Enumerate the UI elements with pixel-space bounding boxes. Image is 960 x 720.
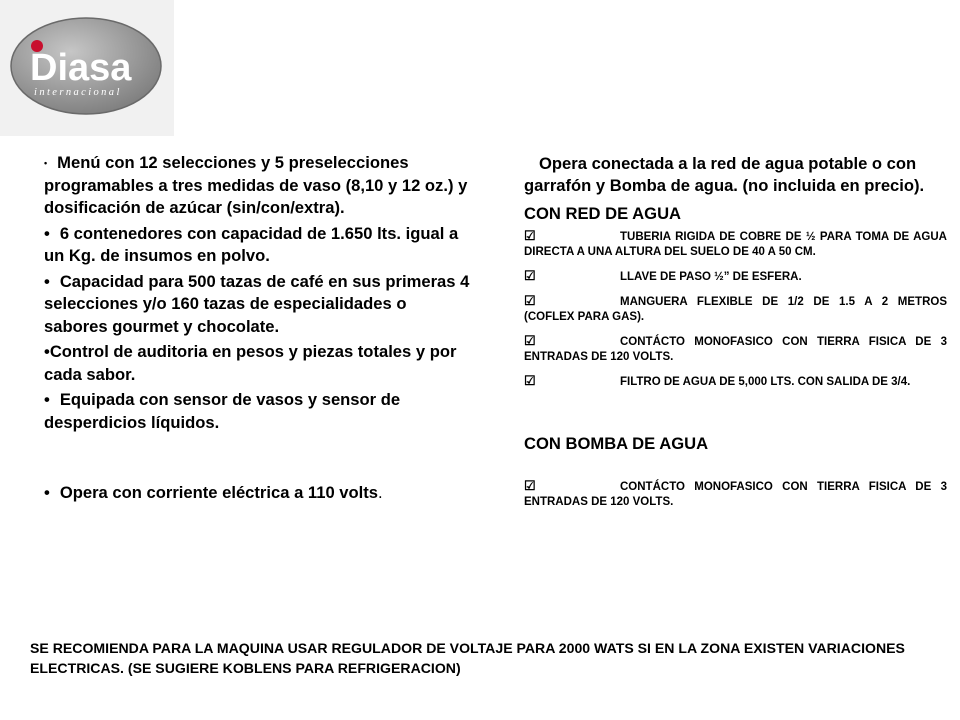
checkbox-icon: ☑	[524, 373, 536, 388]
feature-audit: •Control de auditoria en pesos y piezas totales y por cada sabor.	[44, 342, 457, 384]
requirement-item: ☑ CONTÁCTO MONOFASICO CON TIERRA FISICA DE 3 ENTRADAS DE 120 VOLTS.	[524, 333, 947, 363]
checkbox-icon: ☑	[524, 293, 536, 308]
checkbox-icon: ☑	[524, 333, 536, 348]
bullet: •	[44, 342, 50, 361]
bullet: •	[44, 483, 50, 502]
logo-brand-text: Diasa	[30, 47, 132, 89]
water-requirements	[524, 153, 947, 518]
feature-sensors: • Equipada con sensor de vasos y sensor de desperdicios líquidos.	[44, 390, 401, 432]
feature-containers: • 6 contenedores con capacidad de 1.650 lts. igual a un Kg. de insumos en polvo.	[44, 223, 459, 265]
bullet: •	[44, 390, 50, 409]
water-intro: Opera conectada a la red de agua potable o con garrafón y Bomba de agua. (no incluida en precio).	[524, 154, 925, 195]
diasa-logo-graphic	[0, 0, 174, 136]
requirement-item: ☑ LLAVE DE PASO ½” DE ESFERA.	[524, 268, 802, 283]
feature-power: • Opera con corriente eléctrica a 110 volts.	[44, 483, 383, 502]
voltage-regulator-note: SE RECOMIENDA PARA LA MAQUINA USAR REGULADOR DE VOLTAJE PARA 2000 WATS SI EN LA ZONA EXISTEN VARIACIONES ELECTRICAS. (SE SUGIERE KOBLENS PARA REFRIGERACION)	[30, 640, 905, 676]
checkbox-icon: ☑	[524, 268, 536, 283]
logo-subtitle-text: internacional	[34, 87, 122, 98]
checkbox-icon: ☑	[524, 478, 536, 493]
requirement-item: ☑ TUBERIA RIGIDA DE COBRE DE ½ PARA TOMA DE AGUA DIRECTA A UNA ALTURA DEL SUELO DE 40 A 50 CM.	[524, 228, 947, 258]
requirement-item: ☑ MANGUERA FLEXIBLE DE 1/2 DE 1.5 A 2 METROS (COFLEX PARA GAS).	[524, 293, 947, 323]
feature-capacity: • Capacidad para 500 tazas de café en sus primeras 4 selecciones y/o 160 tazas de especialidades o sabores gourmet y chocolate.	[44, 271, 470, 336]
bullet: •	[44, 223, 50, 243]
feature-menu: • Menú con 12 selecciones y 5 preselecciones programables a tres medidas de vaso (8,10 y 12 oz.) y dosificación de azúcar (sin/con/extra).	[44, 153, 468, 217]
bullet: •	[44, 158, 48, 168]
section-bomba-agua-title: CON BOMBA DE AGUA	[524, 434, 709, 453]
section-red-agua-title: CON RED DE AGUA	[524, 204, 682, 223]
features-list	[44, 152, 474, 505]
diasa-logo	[0, 0, 174, 136]
requirement-item: ☑ CONTÁCTO MONOFASICO CON TIERRA FISICA DE 3 ENTRADAS DE 120 VOLTS.	[524, 478, 947, 508]
requirement-item: ☑ FILTRO DE AGUA DE 5,000 LTS. CON SALIDA DE 3/4.	[524, 373, 911, 388]
checkbox-icon: ☑	[524, 228, 536, 243]
bullet: •	[44, 271, 50, 291]
